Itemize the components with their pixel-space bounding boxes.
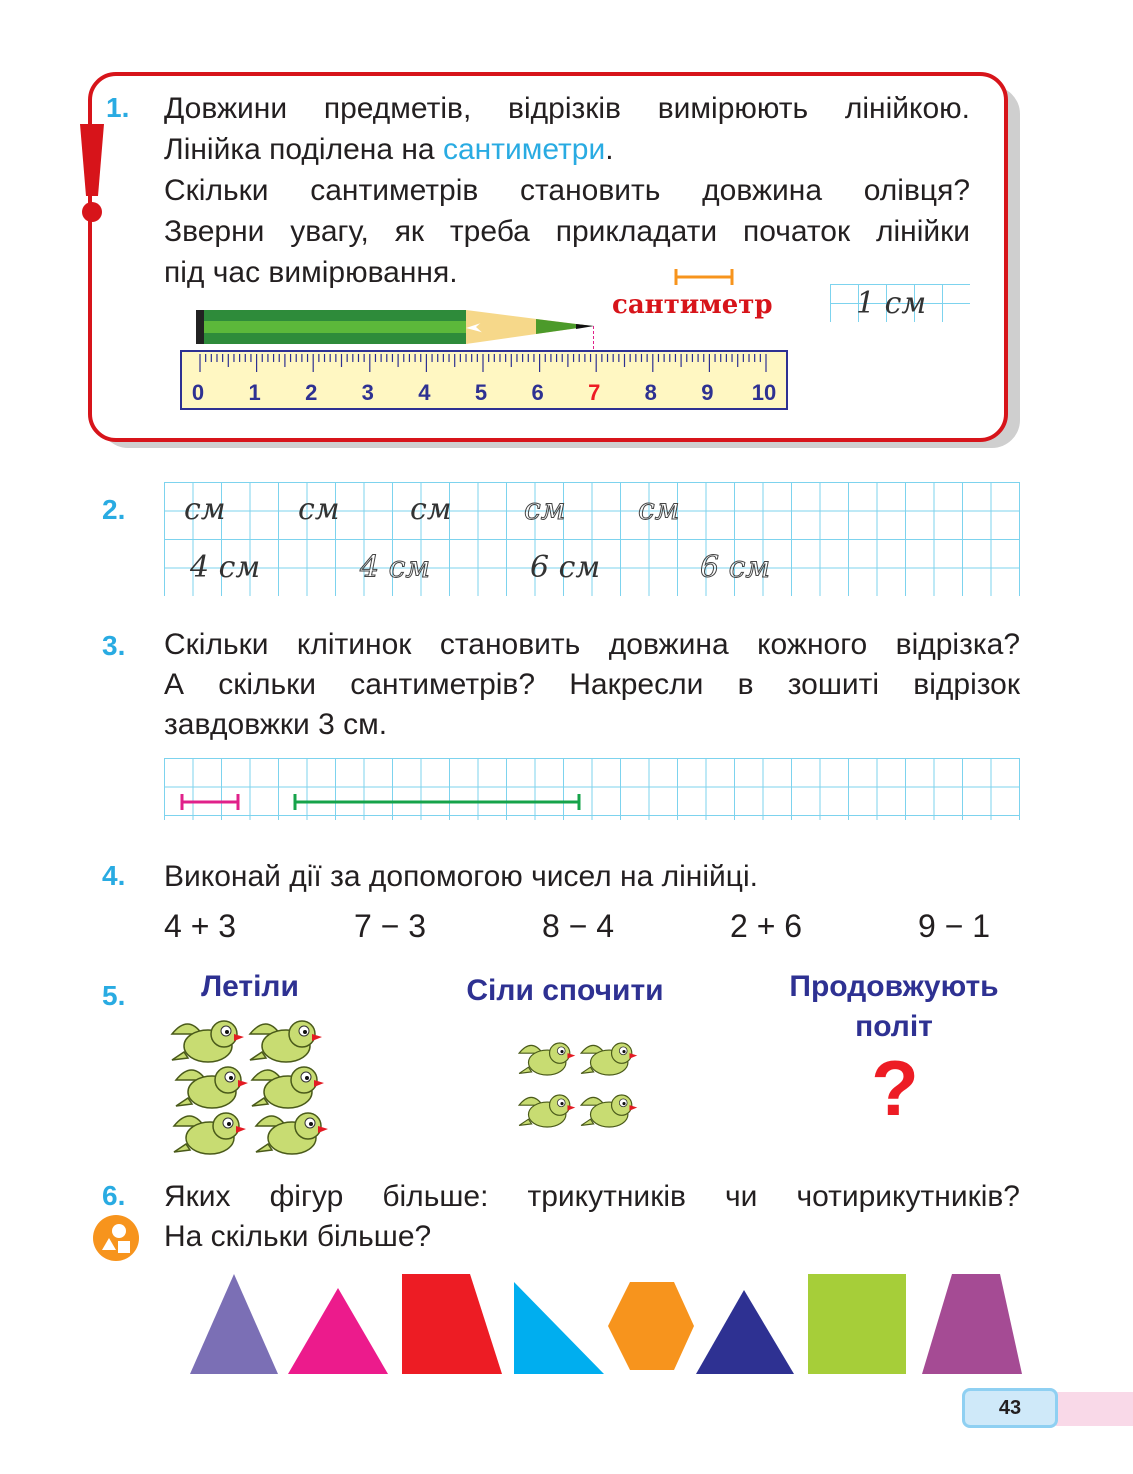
ruler-number: 8 — [644, 380, 657, 405]
task1-line-2-end: . — [605, 133, 614, 166]
flying-heading: Летіли — [201, 970, 299, 1003]
task3-line-2: А скільки сантиметрів? Накресли в зошиті відрізок — [164, 668, 1020, 701]
task2-cm-3: см — [410, 492, 452, 527]
task1-line-5: під час вимірювання. — [164, 256, 458, 289]
task2-6cm-dotted: 6 см — [700, 550, 771, 585]
ruler-number: 6 — [531, 380, 544, 405]
geometric-shapes — [190, 1274, 1024, 1378]
expression-4: 2 + 6 — [730, 908, 803, 944]
triangle-magenta — [288, 1288, 388, 1374]
segment-long — [293, 792, 583, 812]
trapezoid-violet — [922, 1274, 1022, 1374]
task6-number: 6. — [102, 1180, 126, 1211]
ruler-number: 5 — [474, 380, 488, 405]
exclamation-icon — [72, 118, 112, 228]
task2-4cm: 4 см — [190, 550, 261, 585]
task2-cm-2: см — [298, 492, 340, 527]
sitting-bird-icon — [578, 1088, 640, 1137]
task2-number: 2. — [102, 494, 126, 525]
task1-line-2-text: Лінійка поділена на — [164, 133, 435, 166]
handwriting-1cm: 1 см — [856, 286, 927, 321]
segment-short — [180, 792, 242, 812]
sitting-bird-icon — [516, 1036, 578, 1085]
triangle-navy — [696, 1290, 794, 1374]
ruler-number: 3 — [361, 380, 374, 405]
task6-line-2: На скільки більше? — [164, 1220, 432, 1253]
centimeter-bracket-icon — [672, 268, 736, 286]
page-number-strip — [1056, 1392, 1133, 1426]
expression-5: 9 − 1 — [918, 908, 991, 944]
task1-line-2 — [164, 129, 970, 170]
task2-4cm-dotted: 4 см — [360, 550, 431, 585]
sitting-bird-icon — [578, 1036, 640, 1085]
hexagon-orange — [608, 1282, 694, 1370]
task1-line-4: Зверни увагу, як треба прикладати початок лінійки — [164, 215, 970, 248]
task1-line-1: Довжини предметів, відрізків вимірюють лінійкою. — [164, 92, 970, 125]
page-number-badge — [962, 1388, 1058, 1428]
page-number: 43 — [998, 1397, 1022, 1419]
triangle-purple — [190, 1274, 278, 1374]
task3-line-1: Скільки клітинок становить довжина кожного відрізка? — [164, 628, 1020, 661]
task2-cm-4-dotted: см — [524, 492, 566, 527]
expression-1: 4 + 3 — [164, 908, 237, 944]
expression-3: 8 − 4 — [542, 908, 615, 944]
task2-cm-5-dotted: см — [638, 492, 680, 527]
task1-number: 1. — [106, 92, 130, 123]
continuing-heading-1: Продовжують — [789, 970, 999, 1003]
question-mark: ? — [871, 1044, 919, 1132]
ruler-numbers — [180, 380, 784, 406]
highlighted-term: сантиметри — [442, 133, 606, 166]
ruler-number: 2 — [305, 380, 318, 405]
task6-line-1: Яких фігур більше: трикутників чи чотирикутників? — [164, 1180, 1020, 1213]
task3-number: 3. — [102, 630, 126, 661]
centimeter-label: сантиметр — [612, 290, 773, 320]
ruler-number: 7 — [588, 380, 601, 405]
ruler-number: 10 — [751, 380, 777, 405]
task2-6cm: 6 см — [530, 550, 601, 585]
task4-number: 4. — [102, 860, 126, 891]
shapes-icon — [92, 1214, 140, 1262]
square-lime — [808, 1274, 906, 1374]
pencil-illustration — [196, 306, 602, 350]
triangle-cyan — [514, 1282, 604, 1374]
sitting-bird-icon — [516, 1088, 578, 1137]
flying-bird-icon — [170, 1104, 250, 1167]
ruler-number: 1 — [248, 380, 261, 405]
resting-heading: Сіли спочити — [466, 974, 664, 1007]
ruler-number: 9 — [701, 380, 714, 405]
task2-cm-1: см — [184, 492, 226, 527]
ruler-number: 0 — [191, 380, 205, 405]
task4-text: Виконай дії за допомогою чисел на лінійці. — [164, 860, 758, 893]
flying-bird-icon — [252, 1104, 332, 1167]
task3-line-3: завдовжки 3 см. — [164, 708, 388, 741]
task5-number: 5. — [102, 980, 126, 1011]
task1-line-3: Скільки сантиметрів становить довжина олівця? — [164, 174, 970, 207]
expression-2: 7 − 3 — [354, 908, 427, 944]
continuing-heading-2: політ — [855, 1010, 933, 1043]
ruler-number: 4 — [418, 380, 431, 405]
trapezoid-red — [402, 1274, 502, 1374]
